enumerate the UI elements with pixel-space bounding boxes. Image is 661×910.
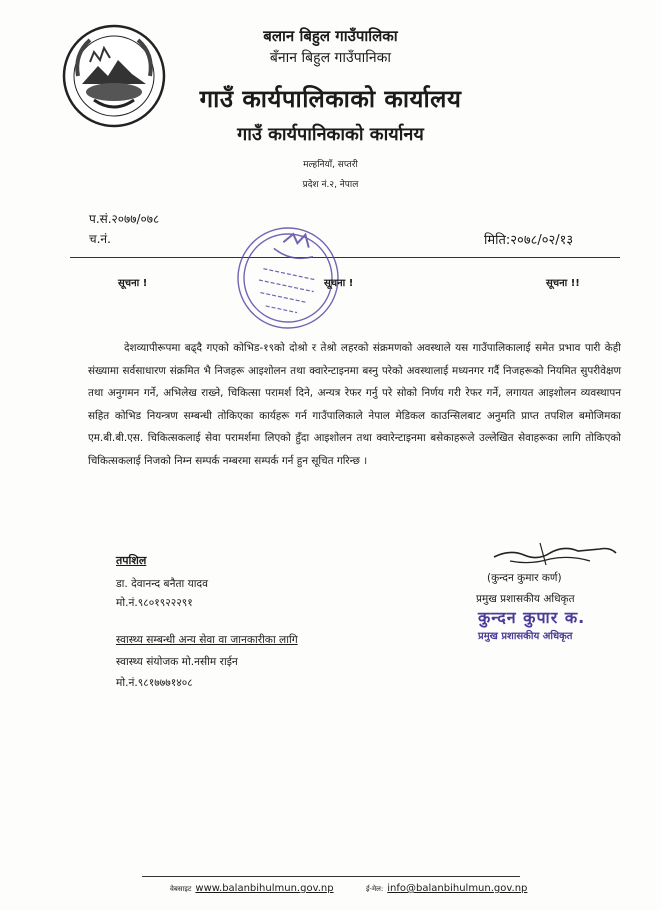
notice-label-right: सूचना !! — [546, 278, 580, 289]
health-services-heading: स्वास्थ्य सम्बन्धी अन्य सेवा वा जानकारीका लागि — [116, 634, 298, 646]
letter-date: मिति:२०७८/०२/१३ — [484, 233, 574, 248]
website-label: वेबसाइट — [170, 885, 192, 893]
office-title-alt: गाउँ कार्यपानिकाको कार्यानय — [237, 124, 424, 145]
health-coordinator: स्वास्थ्य संयोजक मो.नसीम राईन — [116, 656, 238, 668]
doctor-mobile: मो.नं.९८०१९२२२९१ — [116, 597, 193, 609]
municipality-name-alt: बँनान बिहुल गाउँपानिका — [269, 50, 392, 66]
notice-label-center: सूचना ! — [324, 278, 354, 289]
seal-title: प्रमुख प्रशासकीय अधिकृत — [478, 631, 573, 642]
municipality-name: बलान बिहुल गाउँपालिका — [263, 27, 398, 45]
reference-number: प.सं.२०७७/०७८ — [89, 212, 160, 226]
coordinator-mobile: मो.नं.९८१७७७१४०८ — [116, 677, 193, 689]
email-link[interactable]: info@balanbihulmun.gov.np — [387, 883, 528, 894]
footer-divider — [142, 876, 520, 877]
footer-email — [366, 883, 527, 894]
email-label: ई-मेल: — [366, 885, 384, 893]
province: प्रदेश नं.२, नेपाल — [302, 180, 359, 190]
notice-label-left: सूचना ! — [118, 278, 148, 289]
handwritten-signature — [490, 535, 620, 575]
notice-body-paragraph: देशव्यापीरूपमा बढ्दै गएको कोभिड-१९को दोश्रो र तेश्रो लहरको संक्रमणको अवस्थाले यस गाउँपालिकालाई समेत प्रभाव पारी केही संख्यामा सर्वसाधारण संक्रमित भै निजहरू आइशोलन तथा क्वारेन्टाइनमा बस्नु परेको अवस्थालाई मध्यनगर गर्दै निजहरूको नियमित सुपरीवेक्षण तथा अनुगमन गर्ने, अभिलेख राख्ने, चिकित्सा परामर्श दिने, अन्यत्र रेफर गर्नु परे सोको निर्णय गरी रेफर गर्ने, लगायत आइशोलन व्यवस्थापन सहित कोभिड नियन्त्रण सम्बन्धी तोकिएका कार्यहरू गर्न गाउँपालिकाले नेपाल मेडिकल काउन्सिलबाट अनुमति प्राप्त तपशिल बमोजिमका एम.बी.बी.एस. चिकित्सकलाई सेवा परामर्शमा लिएको हुँदा आइशोलन तथा क्वारेन्टाइनमा बसेकाहरूले उल्लेखित सेवाहरूका लागि तोकिएको चिकित्सकलाई निजको निम्न सम्पर्क नम्बरमा सम्पर्क गर्न हुन सूचित गरिन्छ । — [88, 342, 621, 467]
chalani-number: च.नं. — [89, 232, 111, 246]
signatory-name: (कुन्दन कुमार कर्ण) — [487, 572, 562, 584]
location: मल्हनियाँ, सप्तरी — [303, 160, 358, 170]
footer-website — [170, 883, 334, 894]
office-title: गाउँ कार्यपालिकाको कार्यालय — [199, 85, 462, 113]
doctor-name: डा. देवानन्द बनैता यादव — [116, 578, 209, 590]
details-heading: तपशिल — [116, 554, 147, 567]
signatory-title: प्रमुख प्रशासकीय अधिकृत — [476, 593, 575, 605]
header-divider — [70, 257, 620, 258]
seal-name: कुन्दन कुपार क. — [478, 608, 586, 627]
website-link[interactable]: www.balanbihulmun.gov.np — [195, 883, 334, 894]
